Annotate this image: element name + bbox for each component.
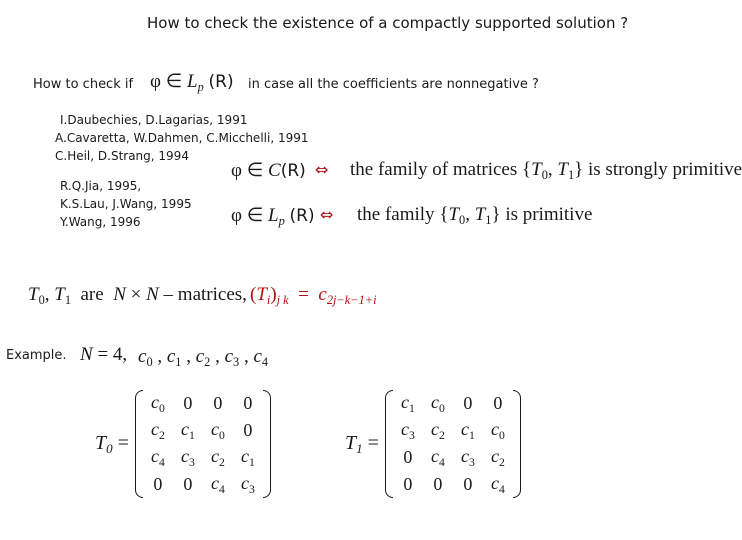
reference: R.Q.Jia, 1995, — [60, 179, 142, 193]
matrix-entry: $c_4$ — [150, 446, 165, 469]
matrix-entry: $c_3$ — [240, 473, 255, 496]
example-coefficients: $c_0$ , $c_1$ , $c_2$ , $c_3$ , $c_4$ — [138, 346, 269, 369]
matrix-entry: 0 — [493, 393, 503, 413]
real-line: (R) — [280, 161, 306, 181]
element-of-symbol: ∈ — [246, 160, 264, 181]
matrix-row — [143, 444, 263, 471]
matrix-t0-label: $T_0$ = — [95, 431, 129, 456]
matrix-row — [143, 471, 263, 498]
matrix-entry: 0 — [463, 393, 473, 413]
matrix-entry: $c_1$ — [240, 446, 255, 469]
matrix-names: $T_0$, $T_1$ — [28, 284, 71, 307]
entry-formula — [250, 284, 377, 308]
slide-title: How to check the existence of a compactly supported solution ? — [147, 14, 629, 32]
reference: I.Daubechies, D.Lagarias, 1991 — [60, 113, 248, 127]
equivalence-text: is primitive — [505, 204, 593, 225]
matrix-family-set: {$T_0$, $T_1$} — [522, 159, 584, 182]
definition-text: – matrices, — [163, 284, 247, 305]
matrix-entry: $c_0$ — [150, 392, 165, 415]
entry-lhs: $(T_i)_{j k}$ — [250, 284, 289, 307]
equivalence-arrow: ⇔ — [315, 160, 329, 179]
matrix-t0 — [95, 390, 271, 498]
matrix-entry: 0 — [243, 393, 253, 413]
example-n: N = 4, — [80, 344, 128, 365]
equivalence-text: is strongly primitive — [588, 159, 742, 180]
matrix-entry: 0 — [243, 420, 253, 440]
matrix-t1-label: $T_1$ = — [345, 431, 379, 456]
matrix-entry: $c_3$ — [400, 419, 415, 442]
equivalence-2-lhs — [231, 204, 315, 229]
element-of-symbol: ∈ — [246, 205, 264, 226]
matrix-t0-grid — [143, 390, 263, 498]
lp-subscript: p — [197, 80, 204, 94]
matrix-entry: $c_4$ — [210, 473, 225, 496]
left-bracket — [385, 390, 393, 498]
c-space: C — [268, 160, 281, 181]
references-group-2 — [60, 177, 192, 231]
matrix-row — [393, 444, 513, 471]
matrix-size: N × N — [113, 284, 159, 305]
matrix-entry: 0 — [153, 474, 163, 494]
equivalence-2-rhs — [357, 204, 592, 228]
element-of-symbol: ∈ — [165, 71, 183, 92]
phi-symbol: φ — [150, 71, 161, 92]
matrix-entry: $c_1$ — [180, 419, 195, 442]
equivalence-text: the family of matrices — [350, 159, 518, 180]
equivalence-arrow: ⇔ — [320, 205, 334, 224]
reference: C.Heil, D.Strang, 1994 — [55, 149, 189, 163]
matrix-row — [143, 417, 263, 444]
equivalence-1-lhs — [231, 159, 306, 182]
example-label: Example. — [6, 348, 67, 363]
matrix-entry: 0 — [183, 393, 193, 413]
matrix-entry: $c_2$ — [150, 419, 165, 442]
matrix-row — [393, 390, 513, 417]
question-formula — [150, 70, 234, 95]
references-group-1 — [55, 111, 309, 165]
matrix-entry: 0 — [213, 393, 223, 413]
matrix-definition — [28, 284, 247, 308]
matrix-row — [393, 417, 513, 444]
matrix-row — [143, 390, 263, 417]
equivalence-text: the family — [357, 204, 435, 225]
matrix-entry: $c_1$ — [460, 419, 475, 442]
lp-space: L — [187, 71, 198, 92]
matrix-entry: 0 — [463, 474, 473, 494]
definition-text: are — [80, 284, 104, 305]
entry-rhs: $c_{2j-k-1+i}$ — [318, 284, 377, 307]
matrix-entry: 0 — [403, 447, 413, 467]
phi-symbol: φ — [231, 160, 242, 181]
phi-symbol: φ — [231, 205, 242, 226]
matrix-entry: $c_2$ — [210, 446, 225, 469]
matrix-entry: $c_1$ — [400, 392, 415, 415]
reference: Y.Wang, 1996 — [60, 215, 141, 229]
real-line: (R) — [208, 72, 234, 92]
matrix-entry: $c_2$ — [490, 446, 505, 469]
matrix-entry: $c_2$ — [430, 419, 445, 442]
matrix-entry: $c_4$ — [430, 446, 445, 469]
right-bracket — [513, 390, 521, 498]
matrix-entry: 0 — [403, 474, 413, 494]
matrix-entry: $c_0$ — [490, 419, 505, 442]
matrix-entry: $c_4$ — [490, 473, 505, 496]
matrix-entry: $c_0$ — [210, 419, 225, 442]
matrix-entry: $c_0$ — [430, 392, 445, 415]
question-suffix: in case all the coefficients are nonnegative ? — [248, 77, 539, 92]
matrix-entry: $c_3$ — [460, 446, 475, 469]
matrix-row — [393, 471, 513, 498]
reference: K.S.Lau, J.Wang, 1995 — [60, 197, 192, 211]
matrix-t1 — [345, 390, 521, 498]
matrix-family-set: {$T_0$, $T_1$} — [439, 204, 501, 227]
lp-subscript: p — [278, 214, 285, 228]
left-bracket — [135, 390, 143, 498]
matrix-t1-grid — [393, 390, 513, 498]
equivalence-1-rhs — [350, 159, 742, 183]
question-prefix: How to check if — [33, 77, 134, 92]
lp-space: L — [268, 205, 279, 226]
matrix-entry: $c_3$ — [180, 446, 195, 469]
matrix-entry: 0 — [433, 474, 443, 494]
equals-sign: = — [298, 284, 309, 305]
reference: A.Cavaretta, W.Dahmen, C.Micchelli, 1991 — [55, 131, 309, 145]
right-bracket — [263, 390, 271, 498]
matrix-entry: 0 — [183, 474, 193, 494]
real-line: (R) — [289, 206, 315, 226]
